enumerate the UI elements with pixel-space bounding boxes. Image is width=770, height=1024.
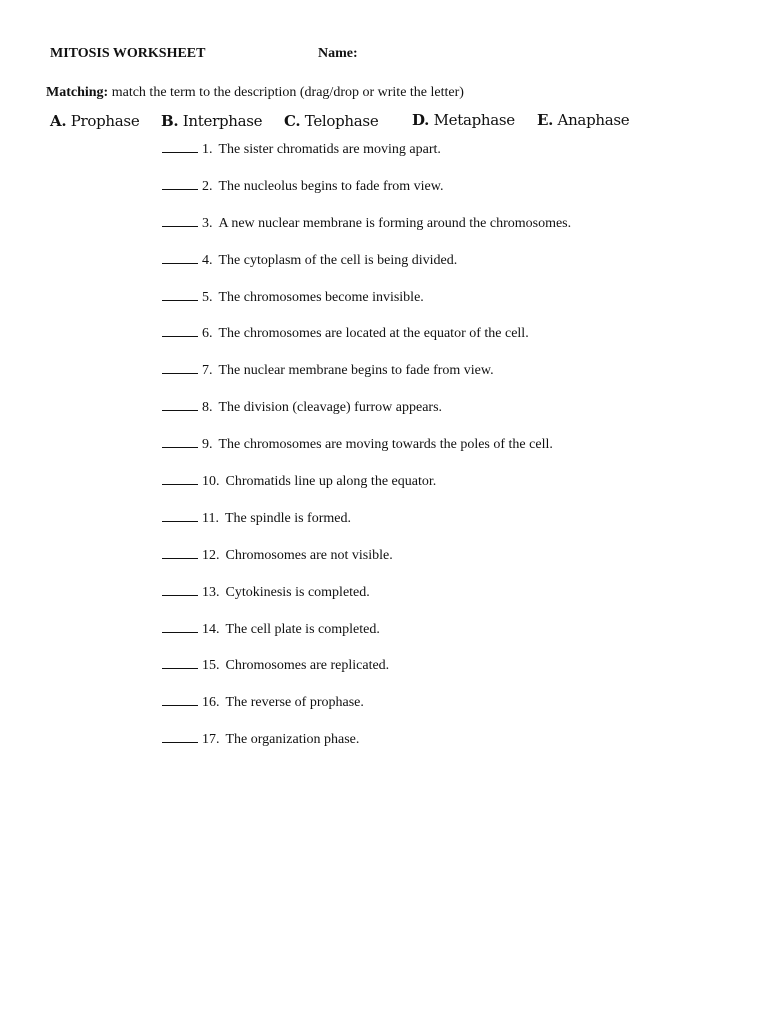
matching-item	[162, 360, 722, 397]
answer-blank[interactable]	[162, 213, 198, 227]
item-number: 13.	[202, 584, 220, 600]
term-letter: C.	[284, 112, 301, 130]
answer-blank[interactable]	[162, 655, 198, 669]
answer-blank[interactable]	[162, 582, 198, 596]
answer-blank[interactable]	[162, 692, 198, 706]
item-text: The spindle is formed.	[224, 510, 351, 526]
matching-item	[162, 213, 722, 250]
term-label: Interphase	[182, 112, 263, 130]
item-text: Chromosomes are not visible.	[225, 547, 393, 563]
matching-item	[162, 287, 722, 324]
item-number: 7.	[202, 363, 213, 379]
item-number: 16.	[202, 695, 220, 711]
answer-blank[interactable]	[162, 360, 198, 374]
term-label: Telophase	[304, 112, 379, 130]
item-text: The reverse of prophase.	[225, 695, 364, 711]
matching-item	[162, 397, 722, 434]
item-text: The organization phase.	[225, 732, 360, 748]
item-text: Chromatids line up along the equator.	[225, 474, 437, 490]
term-metaphase[interactable]	[412, 111, 515, 129]
matching-item	[162, 729, 722, 766]
matching-item	[162, 655, 722, 692]
matching-item	[162, 619, 722, 656]
matching-item	[162, 508, 722, 545]
item-number: 14.	[202, 621, 220, 637]
item-number: 3.	[202, 215, 213, 231]
item-text: A new nuclear membrane is forming around the chromosomes.	[218, 215, 572, 231]
instructions-text: match the term to the description (drag/drop or write the letter)	[111, 85, 464, 100]
answer-blank[interactable]	[162, 508, 198, 522]
matching-item	[162, 176, 722, 213]
item-text: Cytokinesis is completed.	[225, 584, 370, 600]
term-letter: D.	[412, 111, 430, 129]
item-number: 1.	[202, 142, 213, 157]
answer-blank[interactable]	[162, 434, 198, 448]
item-text: The nuclear membrane begins to fade from view.	[218, 363, 494, 379]
answer-blank[interactable]	[162, 250, 198, 264]
worksheet-title: MITOSIS WORKSHEET	[50, 46, 206, 61]
item-number: 12.	[202, 547, 220, 563]
item-text: The cytoplasm of the cell is being divided.	[218, 252, 458, 268]
instructions	[46, 85, 464, 101]
item-text: The chromosomes are located at the equator of the cell.	[218, 326, 529, 342]
answer-blank[interactable]	[162, 139, 198, 153]
worksheet-header	[50, 46, 730, 68]
item-number: 11.	[202, 510, 219, 526]
term-prophase[interactable]	[50, 112, 139, 130]
matching-item	[162, 582, 722, 619]
term-label: Anaphase	[557, 111, 630, 129]
matching-item	[162, 471, 722, 508]
item-text: The cell plate is completed.	[225, 621, 380, 637]
answer-blank[interactable]	[162, 397, 198, 411]
item-text: The sister chromatids are moving apart.	[218, 142, 441, 157]
term-anaphase[interactable]	[537, 111, 629, 129]
item-text: Chromosomes are replicated.	[225, 658, 390, 674]
answer-blank[interactable]	[162, 619, 198, 633]
term-telophase[interactable]	[284, 112, 378, 130]
term-bank	[50, 112, 750, 136]
answer-blank[interactable]	[162, 323, 198, 337]
item-number: 15.	[202, 658, 220, 674]
item-number: 2.	[202, 178, 213, 194]
term-label: Prophase	[70, 112, 140, 130]
item-text: The nucleolus begins to fade from view.	[218, 178, 444, 194]
matching-item	[162, 139, 722, 176]
item-number: 10.	[202, 474, 220, 490]
answer-blank[interactable]	[162, 287, 198, 301]
answer-blank[interactable]	[162, 471, 198, 485]
name-label: Name:	[318, 46, 358, 61]
item-text: The division (cleavage) furrow appears.	[218, 400, 443, 416]
matching-item	[162, 250, 722, 287]
term-letter: B.	[161, 112, 179, 130]
item-text: The chromosomes are moving towards the poles of the cell.	[218, 437, 553, 453]
term-letter: E.	[537, 111, 554, 129]
item-number: 8.	[202, 400, 213, 416]
answer-blank[interactable]	[162, 176, 198, 190]
term-label: Metaphase	[433, 111, 515, 129]
item-number: 6.	[202, 326, 213, 342]
matching-item	[162, 545, 722, 582]
answer-blank[interactable]	[162, 729, 198, 743]
matching-item	[162, 323, 722, 360]
matching-item	[162, 692, 722, 729]
item-text: The chromosomes become invisible.	[218, 289, 424, 305]
item-number: 17.	[202, 732, 220, 748]
instructions-lead: Matching:	[46, 85, 109, 100]
answer-blank[interactable]	[162, 545, 198, 559]
term-interphase[interactable]	[161, 112, 262, 130]
item-number: 4.	[202, 252, 213, 268]
matching-items	[162, 139, 722, 766]
matching-item	[162, 434, 722, 471]
term-letter: A.	[50, 112, 67, 130]
item-number: 5.	[202, 289, 213, 305]
item-number: 9.	[202, 437, 213, 453]
